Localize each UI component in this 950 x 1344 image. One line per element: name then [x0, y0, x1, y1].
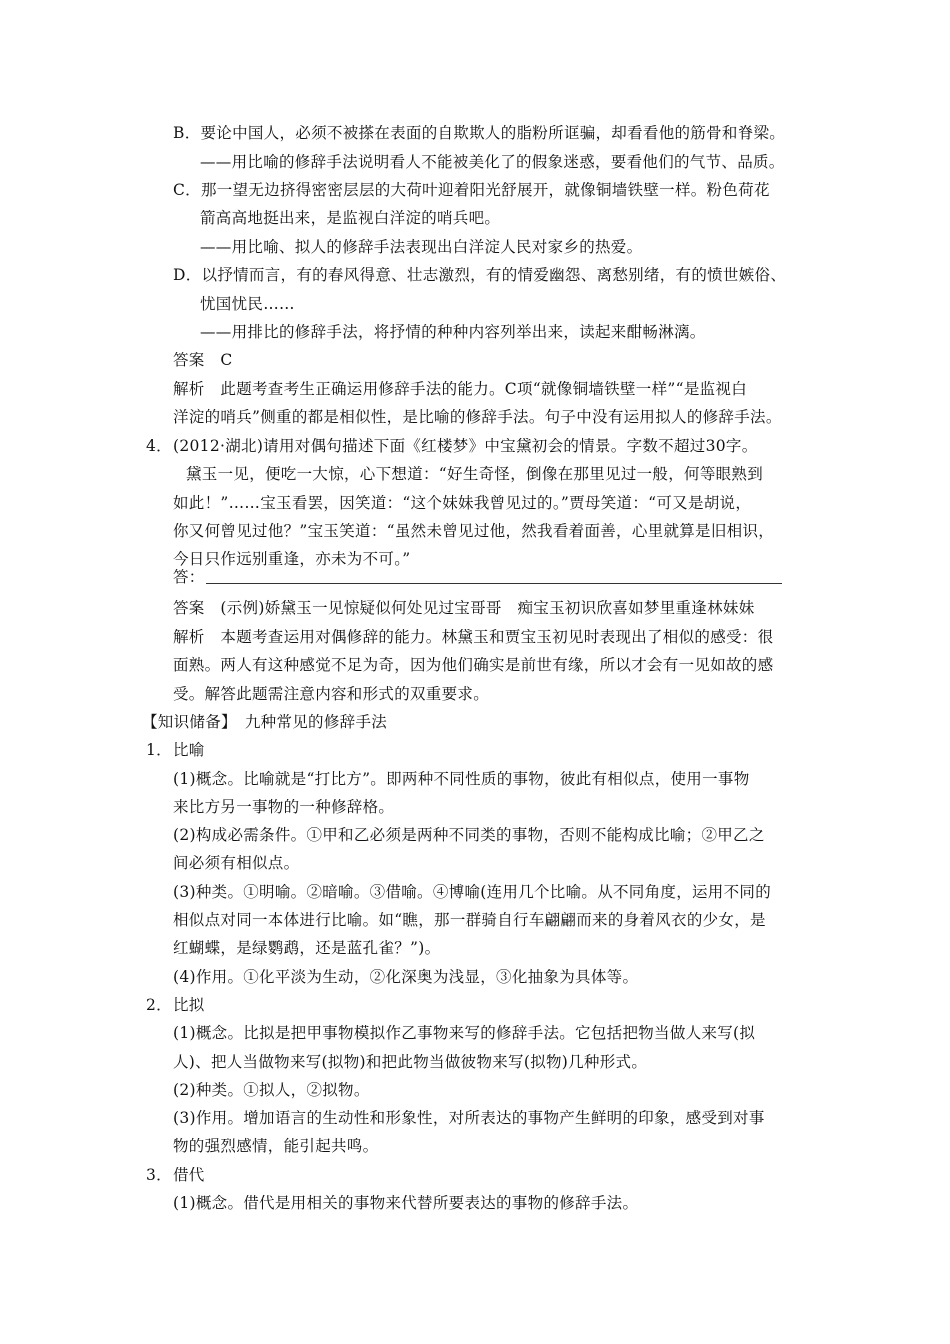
- q4-number: 4．: [146, 437, 172, 455]
- option-b-note: ——用比喻的修辞手法说明看人不能被美化了的假象迷惑，要看他们的气节、品质。: [200, 153, 785, 171]
- option-c-note: ——用比喻、拟人的修辞手法表现出白洋淀人民对家乡的热爱。: [200, 238, 643, 256]
- q3-analysis-cont: 洋淀的哨兵”侧重的都是相似性，是比喻的修辞手法。句子中没有运用拟人的修辞手法。: [173, 408, 782, 426]
- q4-passage: 黛玉一见，便吃一大惊，心下想道：“好生奇怪，倒像在那里见过一般，何等眼熟到: [186, 465, 764, 483]
- item-line: (2)种类。①拟人，②拟物。: [173, 1081, 370, 1099]
- q4-passage-line2: 如此！”……宝玉看罢，因笑道：“这个妹妹我曾见过的。”贾母笑道：“可又是胡说，: [173, 494, 752, 512]
- q4-answer: 答案 (示例)娇黛玉一见惊疑似何处见过宝哥哥 痴宝玉初识欣喜如梦里重逢林妹妹: [173, 599, 755, 617]
- q4-analysis: 解析 本题考查运用对偶修辞的能力。林黛玉和贾宝玉初见时表现出了相似的感受：很: [173, 628, 774, 646]
- item-title-metonymy: 借代: [173, 1166, 205, 1184]
- item-line: 相似点对同一本体进行比喻。如“瞧，那一群骑自行车翩翩而来的身着风衣的少女，是: [173, 911, 766, 929]
- item-number: 3．: [146, 1166, 172, 1184]
- q4-passage-line3: 你又何曾见过他？”宝玉笑道：“虽然未曾见过他，然我看着面善，心里就算是旧相识，: [173, 522, 775, 540]
- item-line: 红蝴蝶，是绿鹦鹉，还是蓝孔雀？”)。: [173, 939, 441, 957]
- option-d-text-cont: 忧国忧民……: [200, 295, 295, 313]
- option-b-text: B．要论中国人，必须不被搽在表面的自欺欺人的脂粉所诓骗，却看看他的筋骨和脊梁。: [173, 124, 786, 142]
- item-line: 来比方另一事物的一种修辞格。: [173, 798, 395, 816]
- option-c-text-cont: 箭高高地挺出来，是监视白洋淀的哨兵吧。: [200, 209, 501, 227]
- option-c-text: C．那一望无边挤得密密层层的大荷叶迎着阳光舒展开，就像铜墙铁壁一样。粉色荷花: [173, 181, 770, 199]
- q4-passage-line4: 今日只作远别重逢，亦未为不可。”: [173, 550, 411, 568]
- item-line: (1)概念。比拟是把甲事物模拟作乙事物来写的修辞手法。它包括把物当做人来写(拟: [173, 1024, 756, 1042]
- q4-analysis-line2: 面熟。两人有这种感觉不足为奇，因为他们确实是前世有缘，所以才会有一见如故的感: [173, 656, 774, 674]
- item-title-metaphor: 比喻: [173, 741, 205, 759]
- option-d-note: ——用排比的修辞手法，将抒情的种种内容列举出来，读起来酣畅淋漓。: [200, 323, 706, 341]
- option-d-text: D．以抒情而言，有的春风得意、壮志激烈，有的情爱幽怨、离愁别绪，有的愤世嫉俗、: [173, 266, 787, 284]
- item-line: 人)、把人当做物来写(拟物)和把此物当做彼物来写(拟物)几种形式。: [173, 1053, 648, 1071]
- item-line: (3)作用。增加语言的生动性和形象性，对所表达的事物产生鲜明的印象，感受到对事: [173, 1109, 765, 1127]
- item-line: (4)作用。①化平淡为生动，②化深奥为浅显，③化抽象为具体等。: [173, 968, 639, 986]
- item-line: (1)概念。比喻就是“打比方”。即两种不同性质的事物，彼此有相似点，使用一事物: [173, 770, 750, 788]
- q3-analysis: 解析 此题考查考生正确运用修辞手法的能力。C项“就像铜墙铁壁一样”“是监视白: [173, 380, 748, 398]
- item-line: 物的强烈感情，能引起共鸣。: [173, 1137, 379, 1155]
- item-number: 1．: [146, 741, 172, 759]
- q4-analysis-line3: 受。解答此题需注意内容和形式的双重要求。: [173, 685, 490, 703]
- answer-blank-line: [206, 583, 782, 584]
- item-number: 2．: [146, 996, 172, 1014]
- item-title-analogy: 比拟: [173, 996, 205, 1014]
- q3-answer: 答案 C: [173, 351, 233, 369]
- knowledge-header: 【知识储备】 九种常见的修辞手法: [142, 713, 388, 731]
- item-line: (3)种类。①明喻。②暗喻。③借喻。④博喻(连用几个比喻。从不同角度，运用不同的: [173, 883, 772, 901]
- item-line: (1)概念。借代是用相关的事物来代替所要表达的事物的修辞手法。: [173, 1194, 639, 1212]
- item-line: 间必须有相似点。: [173, 854, 300, 872]
- item-line: (2)构成必需条件。①甲和乙必须是两种不同类的事物，否则不能构成比喻；②甲乙之: [173, 826, 765, 844]
- q4-answer-prompt: 答：: [173, 568, 205, 586]
- q4-stem: (2012·湖北)请用对偶句描述下面《红楼梦》中宝黛初会的情景。字数不超过30字。: [173, 437, 758, 455]
